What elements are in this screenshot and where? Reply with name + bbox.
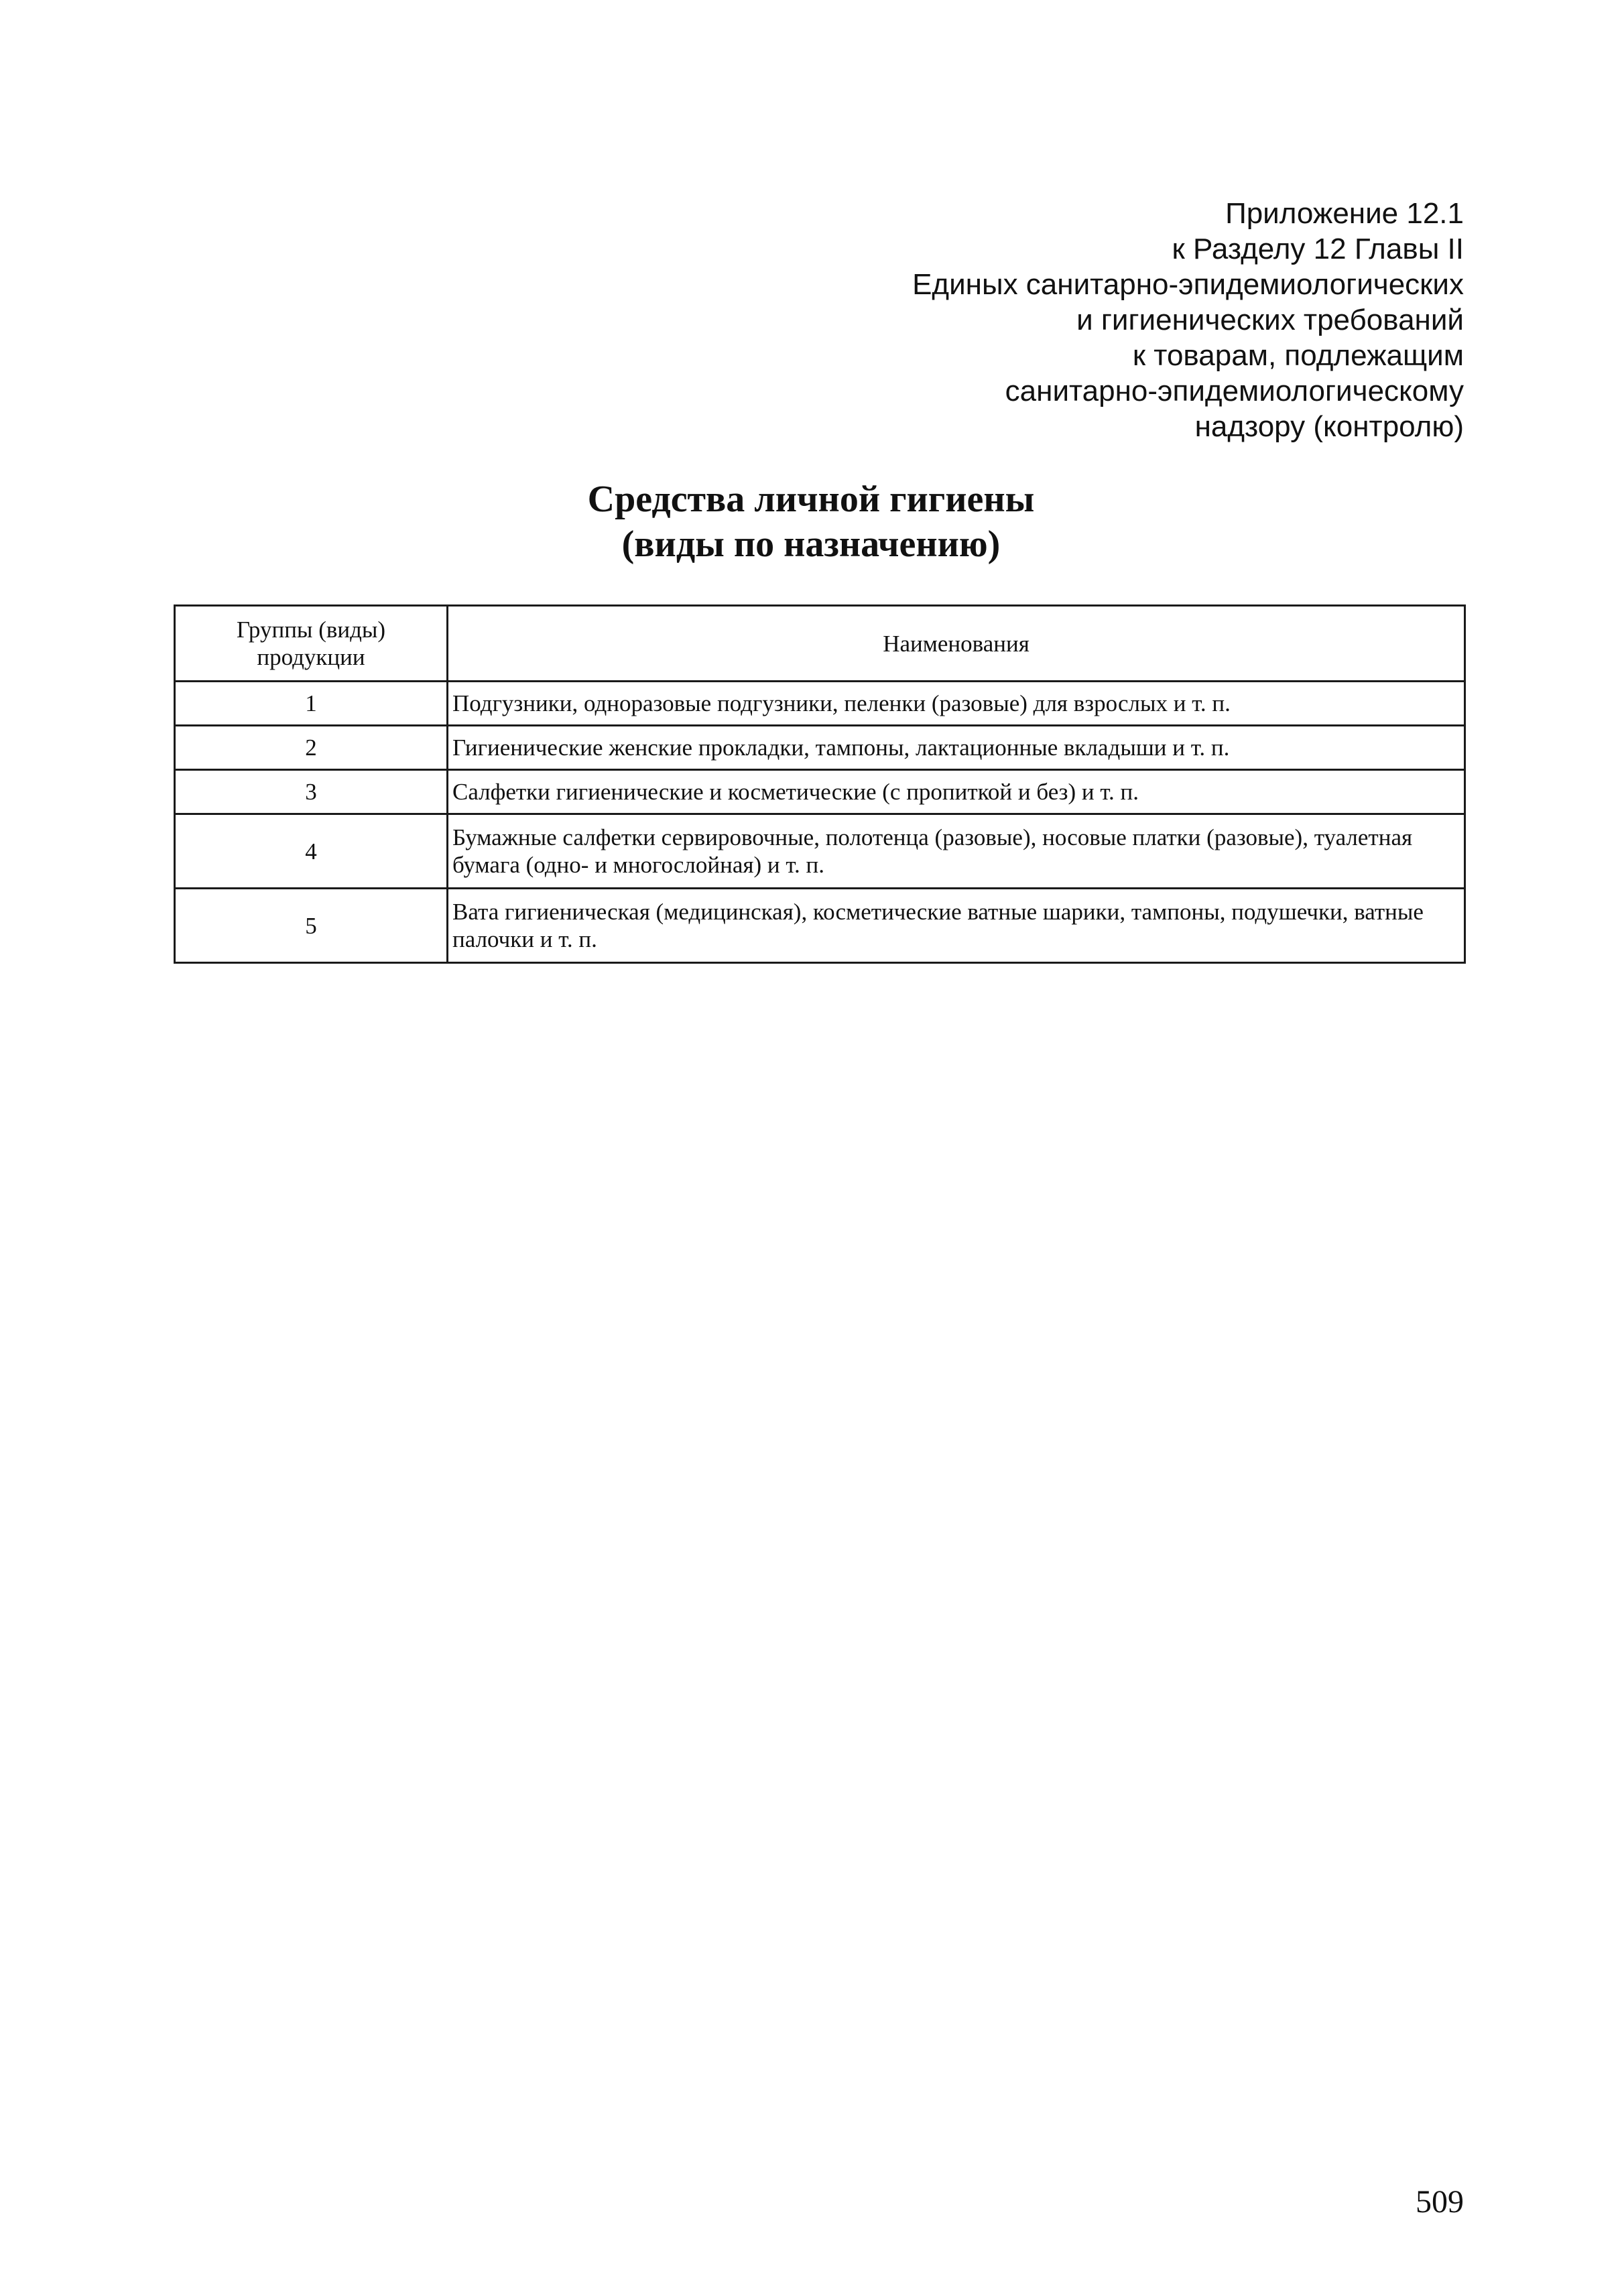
table-row bbox=[175, 726, 1465, 770]
annex-line: и гигиенических требований bbox=[1076, 304, 1464, 336]
row-number: 2 bbox=[175, 726, 448, 770]
header-name: Наименования bbox=[448, 606, 1465, 682]
annex-line: к товарам, подлежащим bbox=[1132, 339, 1464, 372]
row-name: Вата гигиеническая (медицинская), косметические ватные шарики, тампоны, подушечки, ватные палочки и т. п. bbox=[448, 889, 1465, 963]
row-name: Салфетки гигиенические и косметические (с пропиткой и без) и т. п. bbox=[448, 770, 1465, 814]
annex-reference bbox=[660, 196, 1464, 444]
row-number: 1 bbox=[175, 682, 448, 726]
row-number: 4 bbox=[175, 814, 448, 889]
table-header-row bbox=[175, 606, 1465, 682]
table-row bbox=[175, 770, 1465, 814]
table-row bbox=[175, 889, 1465, 963]
annex-line: к Разделу 12 Главы II bbox=[1172, 233, 1464, 265]
row-number: 5 bbox=[175, 889, 448, 963]
annex-line: Приложение 12.1 bbox=[1225, 197, 1464, 230]
table-row bbox=[175, 814, 1465, 889]
page-title bbox=[0, 477, 1622, 567]
table-row bbox=[175, 682, 1465, 726]
annex-line: надзору (контролю) bbox=[1194, 410, 1464, 443]
page-number: 509 bbox=[1416, 2184, 1464, 2220]
annex-line: санитарно-эпидемиологическому bbox=[1005, 375, 1464, 407]
title-line-1: Средства личной гигиены bbox=[587, 479, 1035, 520]
row-number: 3 bbox=[175, 770, 448, 814]
header-group: Группы (виды) продукции bbox=[175, 606, 448, 682]
row-name: Гигиенические женские прокладки, тампоны, лактационные вкладыши и т. п. bbox=[448, 726, 1465, 770]
row-name: Подгузники, одноразовые подгузники, пеленки (разовые) для взрослых и т. п. bbox=[448, 682, 1465, 726]
row-name: Бумажные салфетки сервировочные, полотенца (разовые), носовые платки (разовые), туалетная бумага (одно- и многослойная) и т. п. bbox=[448, 814, 1465, 889]
annex-line: Единых санитарно-эпидемиологических bbox=[912, 268, 1464, 301]
products-table bbox=[174, 604, 1466, 964]
title-line-2: (виды по назначению) bbox=[621, 523, 1001, 565]
